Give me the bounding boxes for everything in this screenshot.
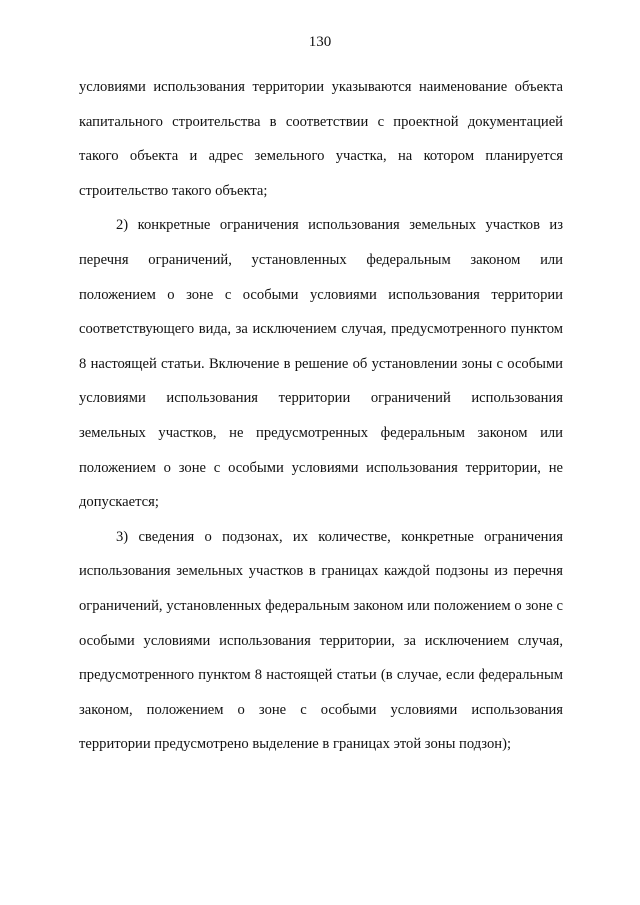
page-number: 130 (308, 34, 332, 50)
document-body (79, 70, 563, 762)
paragraph-item-2: 2) конкретные ограничения использования земельных участков из перечня ограничений, установленных федеральным законом или положением о зоне с особыми условиями использования территории соответствующего вида, за исключением случая, предусмотренного пунктом 8 настоящей статьи. Включение в решение об установлении зоны с особыми условиями использования территории ограничений использования земельных участков, не предусмотренных федеральным законом или положением о зоне с особыми условиями использования территории, не допускается; (79, 217, 563, 511)
paragraph-item-3: 3) сведения о подзонах, их количестве, конкретные ограничения использования земельных участков в границах каждой подзоны из перечня ограничений, установленных федеральным законом или положением о зоне с особыми условиями использования территории, за исключением случая, предусмотренного пунктом 8 настоящей статьи (в случае, если федеральным законом, положением о зоне с особыми условиями использования территории предусмотрено выделение в границах этой зоны подзон); (79, 528, 563, 753)
paragraph-continuation: условиями использования территории указываются наименование объекта капитального строительства в соответствии с проектной документацией такого объекта и адрес земельного участка, на котором планируется строительство такого объекта; (79, 79, 563, 199)
